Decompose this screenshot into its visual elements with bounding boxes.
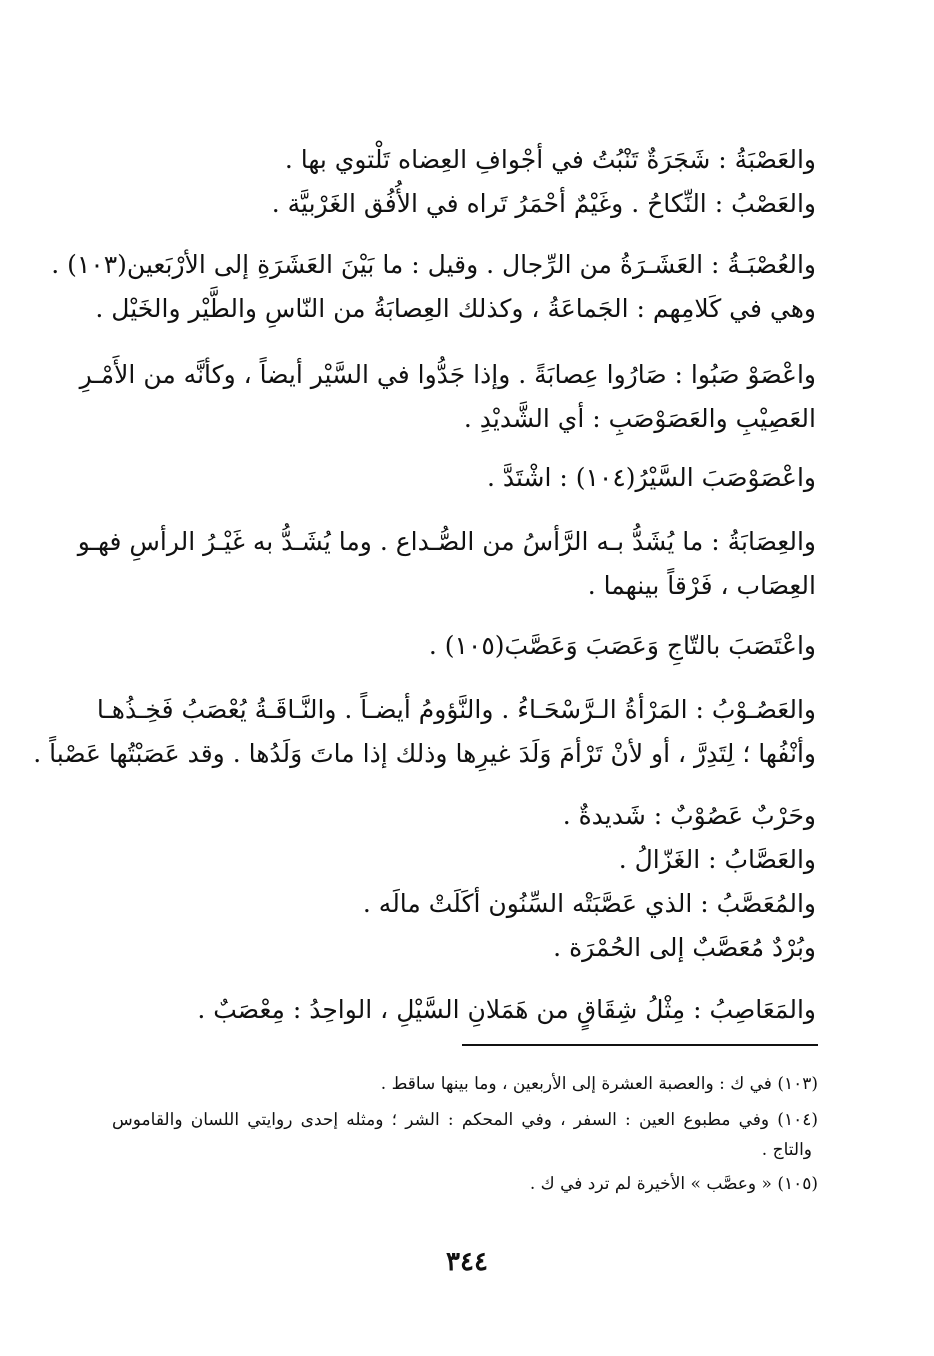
text-line: العَصِيْبِ والعَصَوْصَبِ : أي الشَّديْدِ . <box>463 404 816 433</box>
text-line: العِصَاب ، فَرْقاً بينهما . <box>587 571 816 600</box>
page-number: ٣٤٤ <box>446 1247 488 1277</box>
text-line: والعَصَّابُ : الغَزّالُ . <box>618 845 816 874</box>
footnote: (١٠٣) في ك : والعصبة العشرة إلى الأربعين ، وما بينها ساقط . <box>380 1074 818 1094</box>
footnote: (١٠٤) وفي مطبوع العين : السفر ، وفي المحكم : الشر ؛ ومثله إحدى روايتي اللسان والقاموس <box>112 1110 818 1130</box>
text-line: والعَصُـوْبُ : المَرْأةُ الـرَّسْحَـاءُ . والنَّؤومُ أيضـاً . والنَّـاقَـةُ يُعْصَبُ فَخِـذُهـا <box>96 695 816 724</box>
text-line: وبُرْدٌ مُعَصَّبٌ إلى الحُمْرَة . <box>553 933 816 962</box>
text-line: وحَرْبٌ عَصُوْبٌ : شَديدةٌ . <box>562 801 816 830</box>
footnote-continuation: والتاج . <box>761 1140 812 1160</box>
text-line: وأنْفُها ؛ لِتَدِرَّ ، أو لأنْ تَرْأمَ وَلَدَ غيرِها وذلك إذا ماتَ وَلَدُها . وقد عَصَبْتُها عَصْباً . <box>33 739 816 768</box>
text-line: والعَصْبَةُ : شَجَرَةٌ تَنْبُتُ في أجْوافِ العِضاه تَلْتوي بها . <box>284 145 816 174</box>
footnote-divider <box>462 1044 818 1046</box>
text-line: واعْتَصَبَ بالتّاجِ وَعَصَبَ وَعَصَّبَ(١٠٥) . <box>428 631 816 660</box>
text-line: وهي في كَلامِهم : الجَماعَةُ ، وكذلك العِصابَةُ من النّاسِ والطَّيْر والخَيْل . <box>95 294 816 323</box>
text-line: والمَعَاصِبُ : مِثْلُ شِقَاقٍ من هَمَلانِ السَّيْلِ ، الواحِدُ : مِعْصَبٌ . <box>197 995 816 1024</box>
text-line: واعْصَوْصَبَ السَّيْرُ(١٠٤) : اشْتَدَّ . <box>486 463 816 492</box>
text-line: والعُصْبَـةُ : العَشَـرَةُ من الرِّجال . وقيل : ما بَيْنَ العَشَرَةِ إلى الأرْبَعين(١٠٣) . <box>51 250 816 279</box>
text-line: والعِصَابَةُ : ما يُشَدُّ بـه الرَّأسُ من الصُّـداع . وما يُشَـدُّ به غَيْـرُ الرأسِ فهـو <box>77 527 816 556</box>
text-line: واعْصَوْ صَبُوا : صَارُوا عِصابَةً . وإذا جَدُّوا في السَّيْر أيضاً ، وكأنَّه من الأَمْـرِ <box>79 360 816 389</box>
footnote: (١٠٥) « وعصَّب » الأخيرة لم ترد في ك . <box>529 1174 818 1194</box>
text-line: والعَصْبُ : النِّكاحُ . وغَيْمٌ أحْمَرُ تَراه في الأُفُق الغَرْبيَّة . <box>271 189 816 218</box>
text-line: والمُعَصَّبُ : الذي عَصَّبَتْه السِّنُون أكَلَتْ مالَه . <box>362 889 816 918</box>
